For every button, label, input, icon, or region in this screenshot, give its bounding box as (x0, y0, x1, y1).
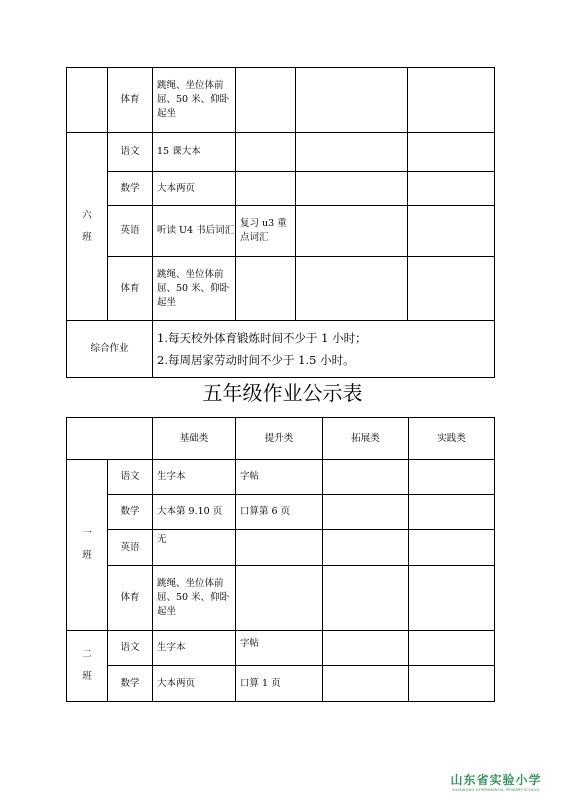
page-title: 五年级作业公示表 (202, 381, 363, 405)
practice-cell (408, 206, 495, 257)
practice-cell (409, 666, 495, 702)
subject-cell: 体育 (108, 68, 153, 133)
extend-cell (296, 133, 408, 172)
practice-cell (409, 566, 495, 631)
practice-cell (409, 460, 495, 495)
extend-cell (323, 666, 409, 702)
subject-cell: 数学 (108, 172, 153, 206)
basic-cell: 跳绳、坐位体前屈、50 米、仰卧起坐 (153, 68, 236, 133)
table-row (67, 68, 495, 133)
table-row (67, 206, 495, 257)
practice-cell (409, 530, 495, 566)
comprehensive-content (153, 321, 495, 378)
basic-cell: 大本第 9.10 页 (153, 495, 236, 530)
top-homework-table (66, 67, 495, 378)
improve-cell (236, 172, 296, 206)
basic-cell: 生字本 (153, 631, 236, 666)
header-improve: 提升类 (236, 418, 323, 460)
header-practice: 实践类 (409, 418, 495, 460)
improve-cell (236, 530, 323, 566)
practice-cell (409, 495, 495, 530)
header-basic: 基础类 (153, 418, 236, 460)
basic-cell: 无 (153, 530, 236, 566)
table-row (67, 566, 495, 631)
table-row (67, 631, 495, 666)
extend-cell (323, 530, 409, 566)
practice-cell (408, 257, 495, 321)
improve-cell: 口算 1 页 (236, 666, 323, 702)
extend-cell (323, 460, 409, 495)
basic-cell: 大本两页 (153, 666, 236, 702)
practice-cell (409, 631, 495, 666)
basic-cell: 听读 U4 书后词汇 (153, 206, 236, 257)
basic-cell: 大本两页 (153, 172, 236, 206)
subject-cell: 语文 (108, 460, 153, 495)
practice-cell (408, 133, 495, 172)
class-name-cell (67, 133, 108, 321)
improve-cell (236, 566, 323, 631)
class-cell (67, 68, 108, 133)
subject-cell: 体育 (108, 566, 153, 631)
table-row (67, 495, 495, 530)
subject-cell: 体育 (108, 257, 153, 321)
improve-cell (236, 133, 296, 172)
practice-cell (408, 172, 495, 206)
improve-cell: 复习 u3 重点词汇 (236, 206, 296, 257)
extend-cell (296, 172, 408, 206)
class-name: 二班 (82, 649, 92, 682)
improve-cell: 字帖 (236, 460, 323, 495)
school-logo-english: SHANDONG EXPERIMENTAL PRIMARY SCHOOL (452, 788, 540, 792)
subject-cell: 英语 (108, 530, 153, 566)
school-logo (441, 771, 551, 792)
table-row (67, 172, 495, 206)
table-row (67, 321, 495, 378)
comprehensive-line: 2.每周居家劳动时间不少于 1.5 小时。 (157, 353, 355, 367)
improve-cell (236, 68, 296, 133)
improve-cell: 口算第 6 页 (236, 495, 323, 530)
school-logo-name: 山东省实验小学 (450, 773, 542, 787)
subject-cell: 语文 (108, 631, 153, 666)
basic-cell: 15 课大本 (153, 133, 236, 172)
grade5-homework-table (66, 417, 495, 702)
subject-cell: 数学 (108, 666, 153, 702)
table-row (67, 257, 495, 321)
basic-cell: 跳绳、坐位体前屈、50 米、仰卧起坐 (153, 566, 236, 631)
table-row (67, 530, 495, 566)
subject-cell: 数学 (108, 495, 153, 530)
extend-cell (296, 257, 408, 321)
table-header-row (67, 418, 495, 460)
practice-cell (408, 68, 495, 133)
comprehensive-label: 综合作业 (67, 321, 153, 378)
extend-cell (296, 206, 408, 257)
subject-cell: 语文 (108, 133, 153, 172)
class-name-cell (67, 631, 108, 702)
basic-cell: 生字本 (153, 460, 236, 495)
header-cell (67, 418, 153, 460)
extend-cell (323, 566, 409, 631)
header-extend: 拓展类 (323, 418, 409, 460)
table-row (67, 666, 495, 702)
subject-cell: 英语 (108, 206, 153, 257)
table-row (67, 133, 495, 172)
extend-cell (296, 68, 408, 133)
table-row (67, 460, 495, 495)
improve-cell: 字帖 (236, 631, 323, 666)
class-name-cell (67, 460, 108, 631)
extend-cell (323, 495, 409, 530)
improve-cell (236, 257, 296, 321)
extend-cell (323, 631, 409, 666)
basic-cell: 跳绳、坐位体前屈、50 米、仰卧起坐 (153, 257, 236, 321)
class-name: 六班 (82, 209, 92, 243)
comprehensive-line: 1.每天校外体育锻炼时间不少于 1 小时； (157, 331, 367, 345)
class-name: 一班 (82, 528, 92, 561)
